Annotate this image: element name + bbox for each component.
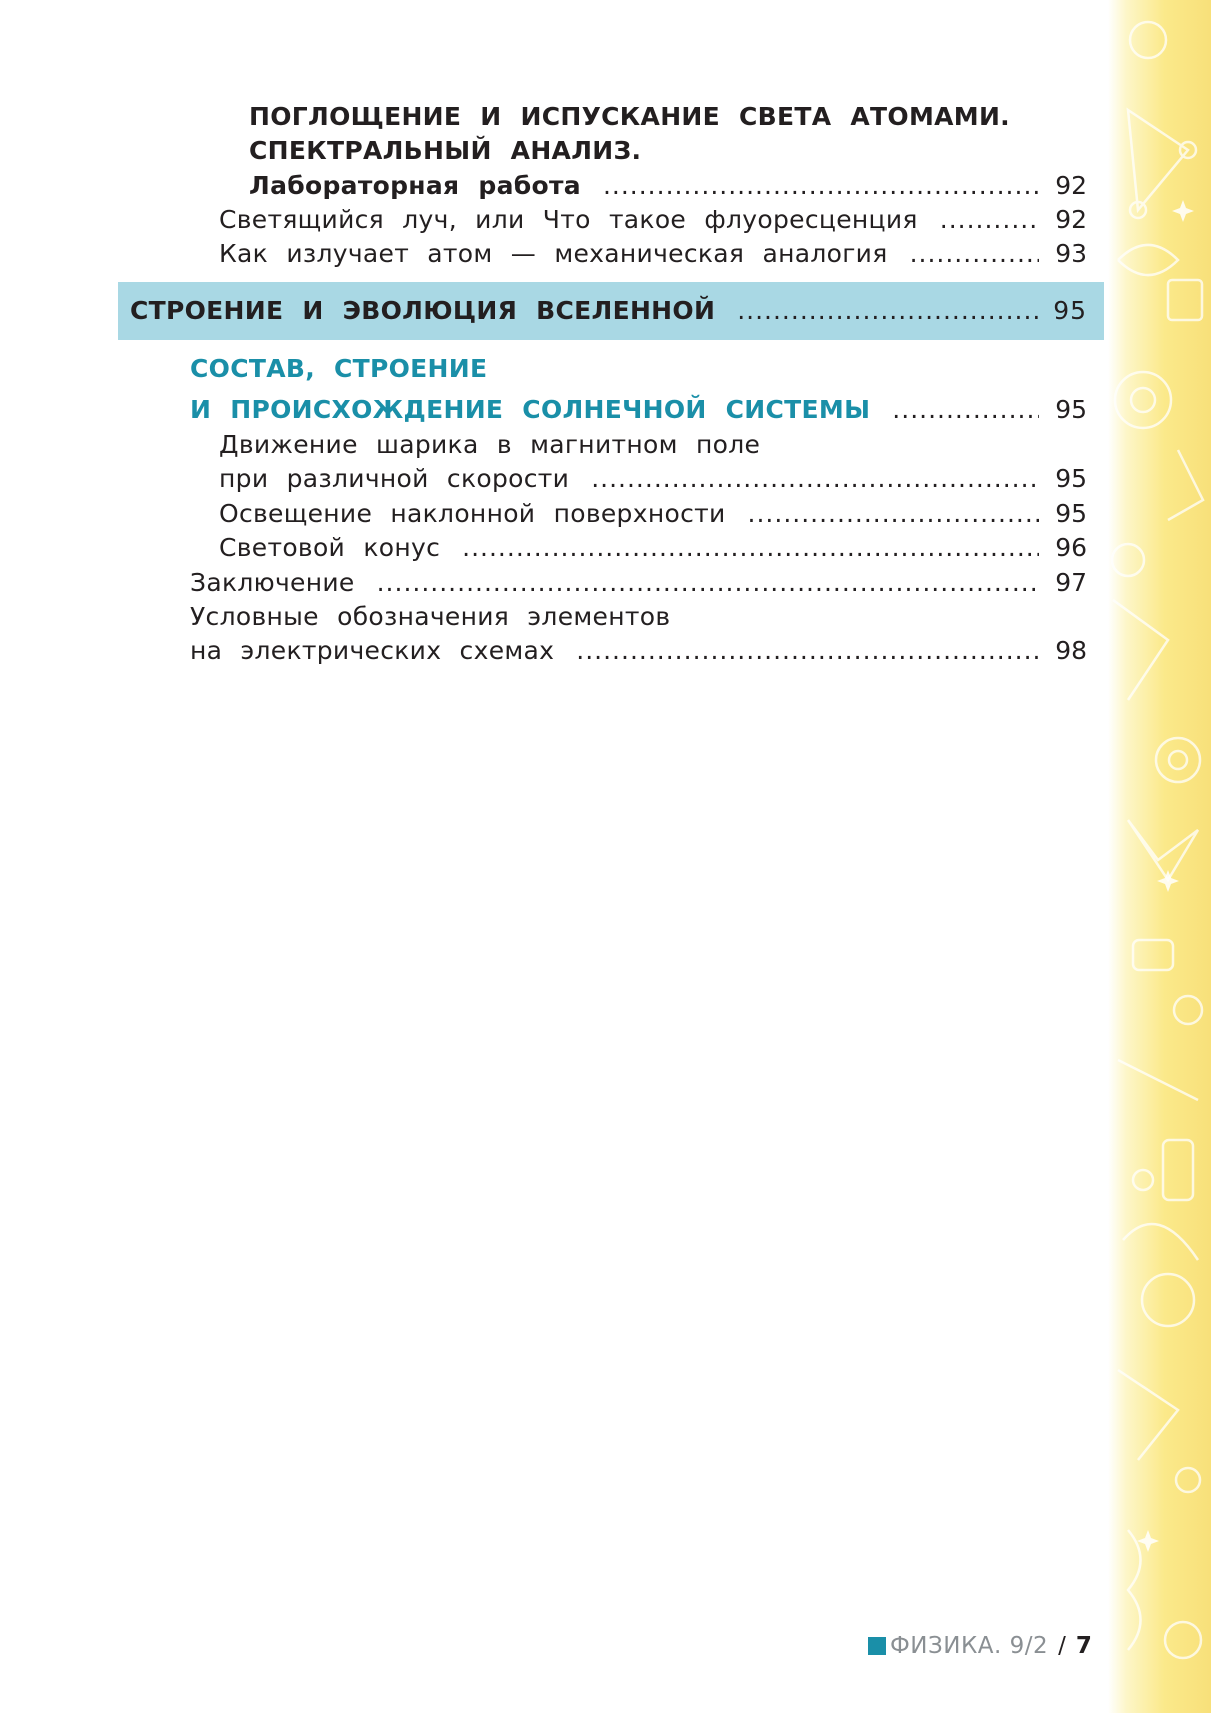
toc-entry-label: на электрических схемах	[190, 636, 555, 665]
toc-entry-label: при различной скорости	[219, 464, 570, 493]
toc-entry-label: Лабораторная работа	[249, 171, 581, 200]
toc-entry-label-line1: Движение шарика в магнитном поле	[219, 430, 761, 459]
leader-dots	[892, 393, 1039, 427]
toc-entry-conclusion[interactable]	[190, 566, 1087, 600]
page-number-footer: 7	[1075, 1633, 1092, 1659]
page-footer	[868, 1630, 1092, 1662]
toc-entry-label: Светящийся луч, или Что такое флуоресценция	[219, 205, 918, 234]
subsection-title	[190, 352, 487, 386]
toc-entry-fluorescence[interactable]	[219, 203, 1087, 237]
square-marker-icon	[868, 1637, 886, 1655]
page-number: 92	[1055, 205, 1087, 234]
page-number: 93	[1055, 239, 1087, 268]
leader-dots	[737, 294, 1039, 328]
section-title-cont	[249, 134, 641, 168]
leader-dots	[940, 203, 1039, 237]
toc-entry-atom-analogy[interactable]	[219, 237, 1087, 271]
toc-entry-solar-system[interactable]	[190, 393, 1087, 427]
toc-entry-ball-motion	[219, 428, 760, 462]
leader-dots	[576, 634, 1039, 668]
toc-entry-illumination[interactable]	[219, 497, 1087, 531]
section-title	[249, 100, 1010, 134]
page-number: 98	[1055, 636, 1087, 665]
toc-entry-label: Заключение	[190, 568, 355, 597]
footer-separator: /	[1058, 1633, 1066, 1659]
subsection-title-line1: СОСТАВ, СТРОЕНИЕ	[190, 354, 488, 383]
toc-entry-label: Освещение наклонной поверхности	[219, 499, 726, 528]
section-title-line1: ПОГЛОЩЕНИЕ И ИСПУСКАНИЕ СВЕТА АТОМАМИ.	[249, 102, 1010, 131]
toc-entry-label: Как излучает атом — механическая аналогия	[219, 239, 888, 268]
page-number: 95	[1053, 296, 1087, 325]
leader-dots	[377, 566, 1039, 600]
toc-entry-label: Световой конус	[219, 533, 441, 562]
leader-dots	[603, 169, 1039, 203]
leader-dots	[462, 531, 1039, 565]
page-number: 95	[1055, 499, 1087, 528]
page-number: 95	[1055, 395, 1087, 424]
leader-dots	[748, 497, 1039, 531]
science-doodles-icon	[1108, 0, 1211, 1713]
chapter-title: СТРОЕНИЕ И ЭВОЛЮЦИЯ ВСЕЛЕННОЙ	[130, 296, 716, 325]
section-title-line2: СПЕКТРАЛЬНЫЙ АНАЛИЗ.	[249, 136, 642, 165]
leader-dots	[910, 237, 1039, 271]
toc-entry-light-cone[interactable]	[219, 531, 1087, 565]
decorative-side-strip	[1108, 0, 1211, 1713]
toc-entry-lab-work[interactable]	[249, 169, 1087, 203]
page-number: 96	[1055, 533, 1087, 562]
book-title: ФИЗИКА. 9/2	[890, 1633, 1049, 1659]
page-number: 97	[1055, 568, 1087, 597]
subsection-title-line2: И ПРОИСХОЖДЕНИЕ СОЛНЕЧНОЙ СИСТЕМЫ	[190, 395, 871, 424]
page-number: 92	[1055, 171, 1087, 200]
toc-entry-label-line1: Условные обозначения элементов	[190, 602, 671, 631]
leader-dots	[591, 462, 1039, 496]
toc-entry-ball-motion-cont[interactable]	[219, 462, 1087, 496]
page-number: 95	[1055, 464, 1087, 493]
toc-entry-symbols	[190, 600, 670, 634]
toc-chapter-universe[interactable]	[130, 294, 1087, 328]
toc-entry-symbols-cont[interactable]	[190, 634, 1087, 668]
